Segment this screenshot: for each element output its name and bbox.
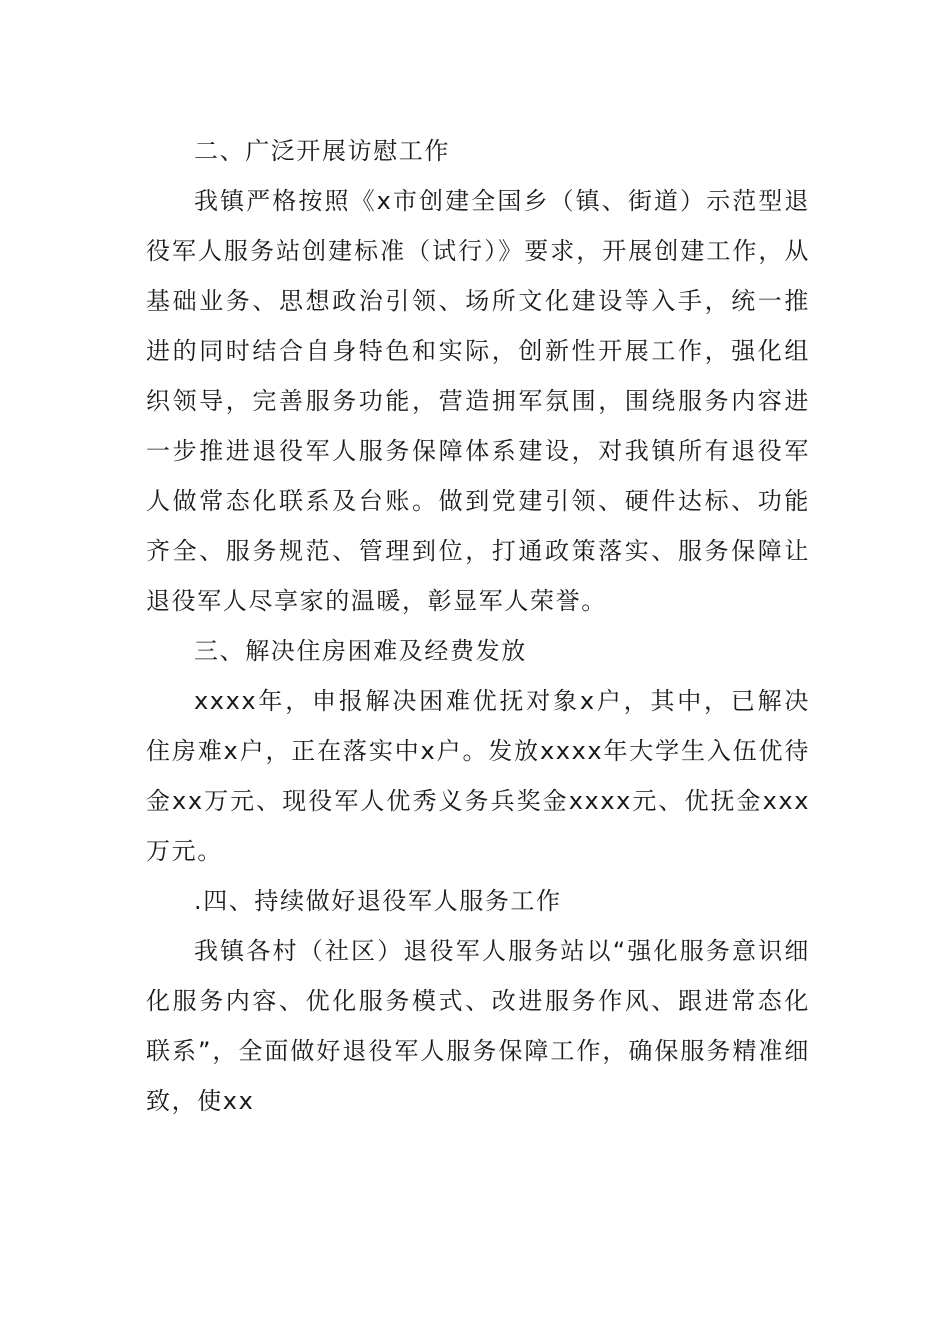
paragraph-housing-funds: xxxx年，申报解决困难优抚对象x户，其中，已解决住房难x户，正在落实中x户。发放xxxx年大学生入伍优待金xx万元、现役军人优秀义务兵奖金xxxx元、优抚金xxx万元。 xyxy=(146,687,810,865)
section-heading-veteran-services: .四、持续做好退役军人服务工作 xyxy=(194,887,562,915)
section-heading-housing: 三、解决住房困难及经费发放 xyxy=(194,637,527,665)
paragraph-village-stations: 我镇各村（社区）退役军人服务站以“强化服务意识细化服务内容、优化服务模式、改进服务作风、跟进常态化联系”，全面做好退役军人服务保障工作，确保服务精准细致，使xx xyxy=(146,937,810,1115)
section-heading-visits: 二、广泛开展访慰工作 xyxy=(194,137,450,165)
paragraph-service-station: 我镇严格按照《x市创建全国乡（镇、街道）示范型退役军人服务站创建标准（试行）》要求，开展创建工作，从基础业务、思想政治引领、场所文化建设等入手，统一推进的同时结合自身特色和实际，创新性开展工作，强化组织领导，完善服务功能，营造拥军氛围，围绕服务内容进一步推进退役军人服务保障体系建设，对我镇所有退役军人做常态化联系及台账。做到党建引领、硬件达标、功能齐全、服务规范、管理到位，打通政策落实、服务保障让退役军人尽享家的温暖，彰显军人荣誉。 xyxy=(146,187,810,615)
document-body xyxy=(146,126,810,1126)
